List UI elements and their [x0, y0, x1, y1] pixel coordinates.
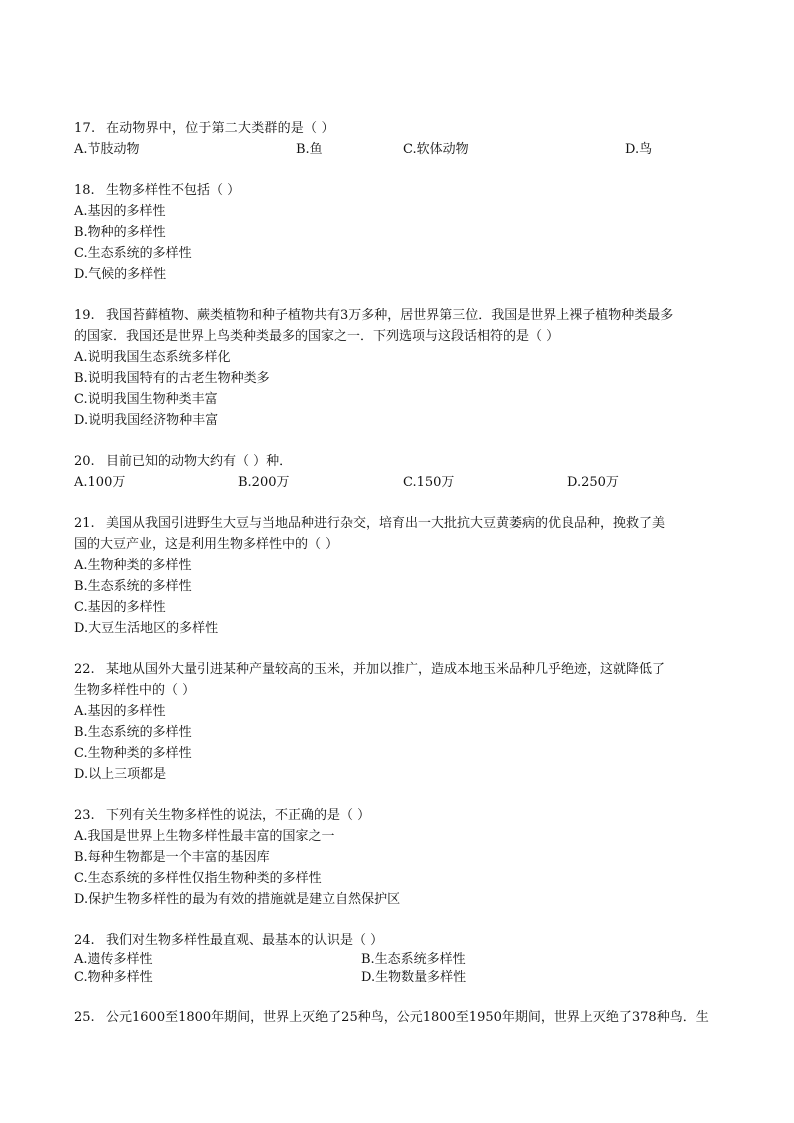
question-23 — [74, 805, 724, 910]
question-list — [74, 118, 724, 1028]
option-d[interactable]: D.生物数量多样性 — [361, 970, 467, 985]
option-d[interactable]: D.以上三项都是 — [74, 767, 167, 782]
question-stem: 某地从国外大量引进某种产量较高的玉米，并加以推广，造成本地玉米品种几乎绝迹，这就降低了 — [106, 662, 666, 677]
question-21 — [74, 513, 724, 639]
question-number: 25. — [74, 1010, 95, 1025]
option-b[interactable]: B.每种生物都是一个丰富的基因库 — [74, 850, 270, 865]
option-b[interactable]: B.生态系统多样性 — [361, 952, 466, 967]
option-c[interactable]: C.说明我国生物种类丰富 — [74, 392, 218, 407]
option-a[interactable]: A.说明我国生态系统多样化 — [74, 350, 231, 365]
option-a[interactable]: A.节肢动物 — [74, 142, 140, 157]
question-20 — [74, 451, 724, 493]
question-number: 23. — [74, 808, 95, 823]
options-row — [74, 139, 724, 160]
question-stem: 公元1600至1800年期间，世界上灭绝了25种鸟，公元1800至1950年期间，世界上灭绝了378种鸟．生 — [106, 1010, 709, 1025]
question-number: 21. — [74, 516, 95, 531]
option-c[interactable]: C.软体动物 — [403, 142, 469, 157]
question-number: 20. — [74, 454, 95, 469]
option-a[interactable]: A.遗传多样性 — [74, 952, 153, 967]
question-number: 17. — [74, 121, 96, 136]
option-b[interactable]: B.生态系统的多样性 — [74, 579, 192, 594]
option-a[interactable]: A.我国是世界上生物多样性最丰富的国家之一 — [74, 829, 335, 844]
question-stem: 生物多样性不包括（ ） — [106, 183, 241, 198]
question-stem-continued: 国的大豆产业，这是利用生物多样性中的（ ） — [74, 537, 339, 552]
option-a[interactable]: A.生物种类的多样性 — [74, 558, 192, 573]
option-d[interactable]: D.气候的多样性 — [74, 267, 167, 282]
question-stem: 目前已知的动物大约有（ ）种． — [106, 454, 293, 469]
option-b[interactable]: B.生态系统的多样性 — [74, 725, 192, 740]
question-stem: 美国从我国引进野生大豆与当地品种进行杂交，培育出一大批抗大豆黄萎病的优良品种，挽救了美 — [106, 516, 666, 531]
option-b[interactable]: B.物种的多样性 — [74, 225, 166, 240]
question-19 — [74, 305, 724, 431]
option-a[interactable]: A.100万 — [74, 475, 126, 490]
question-number: 24. — [74, 933, 95, 948]
question-17 — [74, 118, 724, 160]
question-stem-continued: 生物多样性中的（ ） — [74, 683, 196, 698]
option-d[interactable]: D.鸟 — [625, 142, 653, 157]
question-number: 22. — [74, 662, 95, 677]
question-stem-continued: 的国家．我国还是世界上鸟类种类最多的国家之一．下列选项与这段话相符的是（ ） — [74, 329, 560, 344]
question-24 — [74, 930, 724, 987]
options-row — [74, 969, 724, 987]
question-stem: 在动物界中，位于第二大类群的是（ ） — [106, 121, 335, 136]
option-d[interactable]: D.大豆生活地区的多样性 — [74, 621, 219, 636]
option-a[interactable]: A.基因的多样性 — [74, 204, 166, 219]
options-row — [74, 951, 724, 969]
question-22 — [74, 659, 724, 785]
options-row — [74, 472, 724, 493]
option-a[interactable]: A.基因的多样性 — [74, 704, 166, 719]
option-c[interactable]: C.150万 — [403, 475, 455, 490]
option-c[interactable]: C.物种多样性 — [74, 970, 153, 985]
option-c[interactable]: C.生物种类的多样性 — [74, 746, 192, 761]
option-c[interactable]: C.生态系统的多样性 — [74, 246, 192, 261]
question-stem: 我国苔藓植物、蕨类植物和种子植物共有3万多种，居世界第三位．我国是世界上裸子植物种类最多 — [106, 308, 674, 323]
option-b[interactable]: B.鱼 — [296, 142, 323, 157]
question-stem: 下列有关生物多样性的说法，不正确的是（ ） — [106, 808, 371, 823]
question-stem: 我们对生物多样性最直观、最基本的认识是（ ） — [106, 933, 384, 948]
option-c[interactable]: C.基因的多样性 — [74, 600, 166, 615]
question-25 — [74, 1007, 724, 1028]
option-d[interactable]: D.保护生物多样性的最为有效的措施就是建立自然保护区 — [74, 892, 401, 907]
option-b[interactable]: B.200万 — [238, 475, 290, 490]
question-number: 19. — [74, 308, 95, 323]
option-d[interactable]: D.250万 — [567, 475, 619, 490]
question-number: 18. — [74, 183, 95, 198]
option-c[interactable]: C.生态系统的多样性仅指生物种类的多样性 — [74, 871, 322, 886]
option-d[interactable]: D.说明我国经济物种丰富 — [74, 413, 219, 428]
option-b[interactable]: B.说明我国特有的古老生物种类多 — [74, 371, 270, 386]
question-18 — [74, 180, 724, 285]
